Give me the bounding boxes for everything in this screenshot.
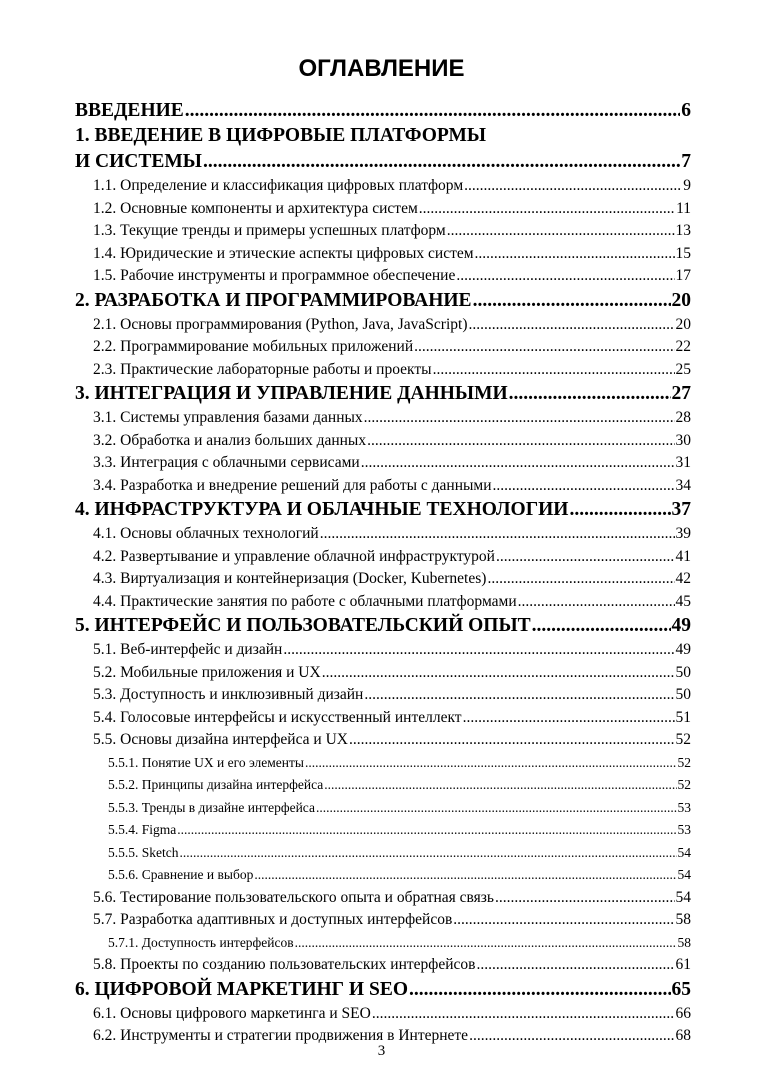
toc-leader-dots xyxy=(532,613,671,639)
toc-entry-page: 13 xyxy=(675,222,691,239)
toc-entry-page: 25 xyxy=(675,360,691,378)
toc-section-entry[interactable] xyxy=(75,523,691,546)
toc-leader-dots xyxy=(367,430,674,453)
toc-subsection-entry[interactable] xyxy=(75,752,691,775)
toc-subsection-entry[interactable] xyxy=(75,797,691,820)
toc-section-entry[interactable] xyxy=(75,265,691,288)
toc-entry-title: 2. РАЗРАБОТКА И ПРОГРАММИРОВАНИЕ xyxy=(75,289,472,311)
toc-entry-title: 3.4. Разработка и внедрение решений для работы с данными xyxy=(93,476,492,494)
toc-leader-dots xyxy=(473,288,671,314)
toc-leader-dots xyxy=(295,932,677,955)
toc-entry-title: 5.3. Доступность и инклюзивный дизайн xyxy=(93,686,364,703)
toc-entry-title: 5.5.6. Сравнение и выбор xyxy=(108,867,254,882)
toc-leader-dots xyxy=(361,452,675,475)
toc-section-entry[interactable] xyxy=(75,954,691,977)
toc-entry-page: 49 xyxy=(671,615,691,636)
toc-entry-page: 11 xyxy=(676,199,691,217)
toc-entry-title: 5.5.4. Figma xyxy=(108,822,177,837)
toc-leader-dots xyxy=(316,797,677,820)
toc-chapter-entry[interactable] xyxy=(75,98,691,123)
toc-leader-dots xyxy=(283,639,674,662)
toc-entry-title: 2.1. Основы программирования (Python, Java, JavaScript) xyxy=(93,315,468,333)
toc-chapter-entry[interactable] xyxy=(75,613,691,639)
page-title: ОГЛАВЛЕНИЕ xyxy=(298,55,465,82)
toc-section-entry[interactable] xyxy=(75,887,691,910)
toc-entry-page: 53 xyxy=(677,822,691,837)
toc-entry-title: 6. ЦИФРОВОЙ МАРКЕТИНГ И SEO xyxy=(75,978,408,1000)
toc-section-entry[interactable] xyxy=(75,452,691,475)
toc-leader-dots xyxy=(322,662,675,685)
toc-leader-dots xyxy=(569,497,670,523)
toc-entry-page: 52 xyxy=(677,777,691,792)
toc-leader-dots xyxy=(177,819,676,842)
toc-entry-title: 3.2. Обработка и анализ больших данных xyxy=(93,431,367,449)
toc-leader-dots xyxy=(487,568,674,591)
toc-chapter-entry[interactable] xyxy=(75,497,691,523)
toc-entry-title: 5.2. Мобильные приложения и UX xyxy=(93,663,321,681)
toc-chapter-entry[interactable] xyxy=(75,149,691,175)
toc-entry-page: 65 xyxy=(671,978,691,1000)
toc-entry-title: 4.2. Развертывание и управление облачной инфраструктурой xyxy=(93,547,495,565)
toc-entry-title: 5.7.1. Доступность интерфейсов xyxy=(108,934,294,950)
toc-entry-page: 58 xyxy=(677,934,691,950)
toc-leader-dots xyxy=(324,774,676,797)
toc-leader-dots xyxy=(414,336,674,359)
toc-entry-title: 5.7. Разработка адаптивных и доступных интерфейсов xyxy=(93,911,453,928)
toc-entry-page: 54 xyxy=(677,867,691,882)
toc-leader-dots xyxy=(456,265,674,288)
toc-leader-dots xyxy=(254,864,676,887)
toc-section-entry[interactable] xyxy=(75,220,691,243)
toc-leader-dots xyxy=(364,407,675,430)
toc-section-entry[interactable] xyxy=(75,909,691,932)
toc-entry-page: 50 xyxy=(675,686,691,703)
toc-chapter-entry[interactable] xyxy=(75,381,691,407)
toc-entry-page: 20 xyxy=(671,289,691,311)
toc-leader-dots xyxy=(495,887,675,910)
toc-chapter-entry[interactable] xyxy=(75,123,691,149)
toc-entry-title: 1.2. Основные компоненты и архитектура систем xyxy=(93,199,418,217)
toc-entry-title: 5. ИНТЕРФЕЙС И ПОЛЬЗОВАТЕЛЬСКИЙ ОПЫТ xyxy=(75,615,531,636)
toc-leader-dots xyxy=(372,1003,675,1026)
toc-entry-title: 5.5.2. Принципы дизайна интерфейса xyxy=(108,777,324,792)
toc-entry-title: 5.1. Веб-интерфейс и дизайн xyxy=(93,641,283,658)
toc-entry-title: 6.2. Инструменты и стратегии продвижения в Интернете xyxy=(93,1027,469,1044)
toc-entry-page: 7 xyxy=(681,151,691,172)
toc-section-entry[interactable] xyxy=(75,662,691,685)
toc-leader-dots xyxy=(185,98,680,123)
toc-entry-page: 6 xyxy=(681,100,691,121)
toc-entry-page: 54 xyxy=(675,888,691,906)
toc-entry-page: 22 xyxy=(675,338,691,355)
toc-leader-dots xyxy=(464,175,682,198)
toc-section-entry[interactable] xyxy=(75,475,691,498)
toc-entry-page: 50 xyxy=(675,663,691,681)
toc-leader-dots xyxy=(463,707,675,730)
toc-entry-title: 5.5.1. Понятие UX и его элементы xyxy=(108,754,304,770)
toc-entry-title: 4.4. Практические занятия по работе с облачными платформами xyxy=(93,592,517,610)
toc-section-entry[interactable] xyxy=(75,729,691,752)
toc-entry-title: 6.1. Основы цифрового маркетинга и SEO xyxy=(93,1004,371,1022)
toc-section-entry[interactable] xyxy=(75,639,691,662)
toc-entry-page: 53 xyxy=(677,799,691,815)
toc-entry-title: 5.4. Голосовые интерфейсы и искусственный интеллект xyxy=(93,708,462,726)
toc-entry-page: 30 xyxy=(675,431,691,449)
toc-leader-dots xyxy=(518,591,675,614)
toc-entry-page: 54 xyxy=(677,844,691,860)
toc-leader-dots xyxy=(469,314,675,337)
toc-entry-page: 42 xyxy=(675,570,691,587)
toc-entry-title: 5.6. Тестирование пользовательского опыта и обратная связь xyxy=(93,888,494,906)
toc-entry-page: 58 xyxy=(675,911,691,928)
toc-entry-page: 61 xyxy=(675,956,691,973)
toc-leader-dots xyxy=(509,381,671,407)
toc-entry-page: 51 xyxy=(675,708,691,726)
toc-entry-title: 1.5. Рабочие инструменты и программное обеспечение xyxy=(93,267,456,284)
toc-entry-title: 1. ВВЕДЕНИЕ В ЦИФРОВЫЕ ПЛАТФОРМЫ xyxy=(75,125,487,146)
toc-section-entry[interactable] xyxy=(75,591,691,614)
toc-entry-title: 3.3. Интеграция с облачными сервисами xyxy=(93,454,360,471)
page-number: 3 xyxy=(377,1043,386,1059)
toc-entry-page: 20 xyxy=(675,315,691,333)
toc-entry-title: 5.8. Проекты по созданию пользовательских интерфейсов xyxy=(93,956,476,973)
toc-entry-page: 27 xyxy=(671,383,691,404)
toc-entry-title: И СИСТЕМЫ xyxy=(75,151,202,172)
toc-entry-title: 1.4. Юридические и этические аспекты цифровых систем xyxy=(93,244,474,262)
toc-entry-page: 28 xyxy=(675,409,691,426)
toc-leader-dots xyxy=(493,475,675,498)
toc-entry-title: 5.5.3. Тренды в дизайне интерфейса xyxy=(108,799,315,815)
toc-entry-title: 4.3. Виртуализация и контейнеризация (Docker, Kubernetes) xyxy=(93,570,487,587)
toc-entry-title: 4. ИНФРАСТРУКТУРА И ОБЛАЧНЫЕ ТЕХНОЛОГИИ xyxy=(75,499,569,520)
toc-entry-page: 15 xyxy=(675,244,691,262)
toc-leader-dots xyxy=(305,752,677,775)
toc-entry-title: 2.3. Практические лабораторные работы и проекты xyxy=(93,360,432,378)
toc-entry-title: 3. ИНТЕГРАЦИЯ И УПРАВЛЕНИЕ ДАННЫМИ xyxy=(75,383,508,404)
toc-section-entry[interactable] xyxy=(75,314,691,337)
toc-subsection-entry[interactable] xyxy=(75,774,691,797)
toc-entry-title: 1.1. Определение и классификация цифровых платформ xyxy=(93,177,464,194)
toc-leader-dots xyxy=(364,684,674,707)
toc-section-entry[interactable] xyxy=(75,175,691,198)
toc-section-entry[interactable] xyxy=(75,336,691,359)
toc-section-entry[interactable] xyxy=(75,430,691,453)
toc-section-entry[interactable] xyxy=(75,707,691,730)
toc-subsection-entry[interactable] xyxy=(75,932,691,955)
toc-entry-page: 41 xyxy=(675,547,691,565)
toc-leader-dots xyxy=(447,220,675,243)
toc-entry-title: 5.5. Основы дизайна интерфейса и UX xyxy=(93,731,348,748)
toc-leader-dots xyxy=(496,546,675,569)
toc-section-entry[interactable] xyxy=(75,198,691,221)
toc-section-entry[interactable] xyxy=(75,243,691,266)
toc-entry-page: 66 xyxy=(675,1004,691,1022)
toc-entry-title: ВВЕДЕНИЕ xyxy=(75,100,184,121)
toc-entry-page: 31 xyxy=(675,454,691,471)
toc-leader-dots xyxy=(409,977,671,1003)
toc-leader-dots xyxy=(433,359,675,382)
toc-entry-page: 68 xyxy=(675,1027,691,1044)
toc-subsection-entry[interactable] xyxy=(75,864,691,887)
toc-section-entry[interactable] xyxy=(75,684,691,707)
toc-subsection-entry[interactable] xyxy=(75,819,691,842)
toc-entry-page: 45 xyxy=(675,592,691,610)
toc-entry-page: 17 xyxy=(675,267,691,284)
toc-leader-dots xyxy=(419,198,675,221)
toc-entry-title: 5.5.5. Sketch xyxy=(108,844,179,860)
toc-entry-page: 34 xyxy=(675,476,691,494)
toc-section-entry[interactable] xyxy=(75,359,691,382)
toc-leader-dots xyxy=(475,243,675,266)
toc-entry-title: 2.2. Программирование мобильных приложений xyxy=(93,338,414,355)
toc-leader-dots xyxy=(203,149,680,175)
toc-entry-page: 37 xyxy=(671,499,691,520)
table-of-contents xyxy=(75,98,691,1048)
toc-leader-dots xyxy=(476,954,674,977)
toc-entry-page: 52 xyxy=(675,731,691,748)
toc-entry-page: 49 xyxy=(675,641,691,658)
toc-subsection-entry[interactable] xyxy=(75,842,691,865)
toc-chapter-entry[interactable] xyxy=(75,977,691,1003)
toc-leader-dots xyxy=(180,842,677,865)
toc-section-entry[interactable] xyxy=(75,1003,691,1026)
toc-entry-page: 52 xyxy=(677,754,691,770)
toc-entry-title: 4.1. Основы облачных технологий xyxy=(93,525,319,542)
toc-section-entry[interactable] xyxy=(75,546,691,569)
toc-entry-page: 39 xyxy=(675,525,691,542)
toc-entry-page: 9 xyxy=(683,177,691,194)
toc-section-entry[interactable] xyxy=(75,568,691,591)
toc-section-entry[interactable] xyxy=(75,407,691,430)
toc-entry-title: 1.3. Текущие тренды и примеры успешных платформ xyxy=(93,222,446,239)
toc-entry-title: 3.1. Системы управления базами данных xyxy=(93,409,363,426)
toc-leader-dots xyxy=(349,729,675,752)
toc-leader-dots xyxy=(320,523,675,546)
toc-leader-dots xyxy=(453,909,674,932)
toc-chapter-entry[interactable] xyxy=(75,288,691,314)
